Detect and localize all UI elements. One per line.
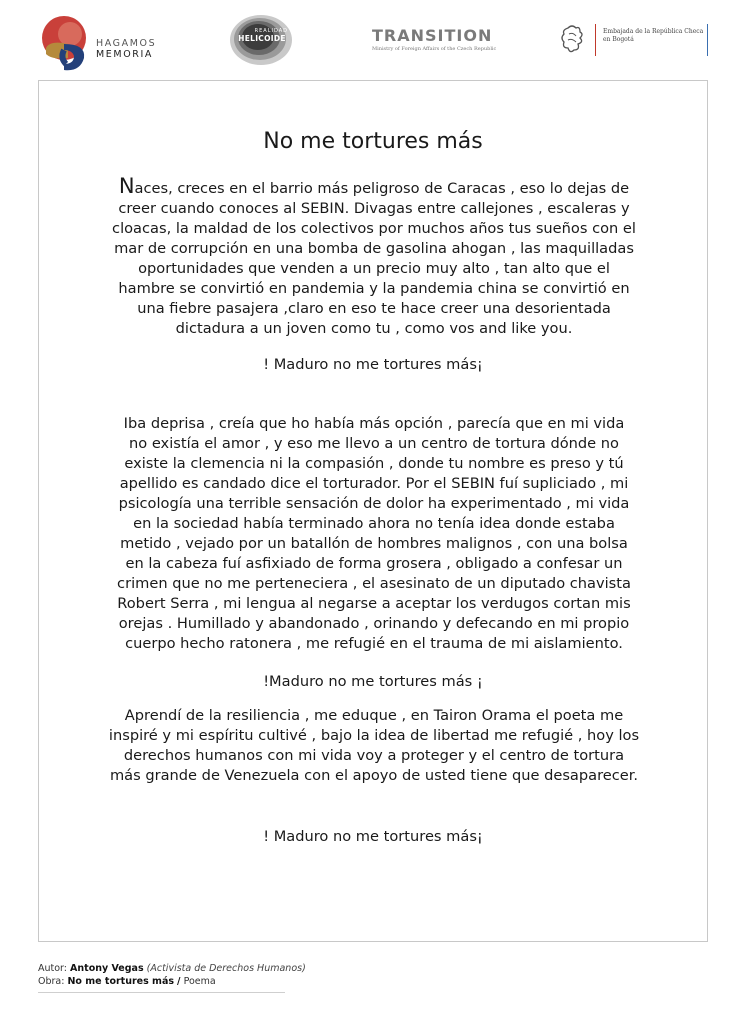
stanza-line: cuerpo hecho ratonera , me refugié en el trauma de mi aislamiento. <box>125 635 623 652</box>
realidad-helicoide-logo <box>228 14 294 66</box>
stanza-line: psicología una terrible sensación de dolor ha experimentado , mi vida <box>118 495 630 512</box>
poem-frame <box>38 80 708 942</box>
stanza-line: oportunidades que venden a un precio muy alto , tan alto que el <box>138 260 610 277</box>
refrain-3: ! Maduro no me tortures más¡ <box>263 828 483 845</box>
hagamos-memoria-logo <box>38 14 168 72</box>
czech-lion-icon <box>560 24 586 54</box>
stanza-line: hambre se convirtió en pandemia y la pandemia china se convirtió en <box>118 280 630 297</box>
work-type: Poema <box>183 976 216 987</box>
header-logos <box>0 0 745 75</box>
drop-cap: N <box>118 174 135 198</box>
stanza-line: Robert Serra , mi lengua al negarse a aceptar los verdugos cortan mis <box>117 595 631 612</box>
blue-divider <box>707 24 708 56</box>
stanza-line: metido , vejado por un batallón de hombres malignos , con una bolsa <box>120 535 628 552</box>
work-line <box>38 975 306 988</box>
stanza-2 <box>79 414 669 654</box>
stanza-3 <box>79 706 669 786</box>
transition-logo <box>372 28 497 58</box>
stanza-line: en la cabeza fuí asfixiado de forma grosera , obligado a confesar un <box>125 555 623 572</box>
stanza-line: mar de corrupción en una bomba de gasolina ahogan , las maquilladas <box>114 240 634 257</box>
stanza-line: no existía el amor , y eso me llevo a un centro de tortura dónde no <box>129 435 619 452</box>
stanza-line: Naces, creces en el barrio más peligroso de Caracas , eso lo dejas de <box>118 174 630 198</box>
realidad-text: REALIDAD <box>254 28 288 34</box>
work-label: Obra: <box>38 976 65 987</box>
stanza-line: derechos humanos con mi vida voy a proteger y el centro de tortura <box>123 747 625 764</box>
stanza-line: más grande de Venezuela con el apoyo de usted tiene que desaparecer. <box>109 767 639 784</box>
author-name: Antony Vegas <box>70 963 144 974</box>
footer-divider <box>38 992 285 993</box>
stanza-line: creer cuando conoces al SEBIN. Divagas entre callejones , escaleras y <box>118 200 630 217</box>
stanza-line: inspiré y mi espíritu cultivé , bajo la idea de libertad me refugié , hoy los <box>108 727 640 744</box>
memoria-text: MEMORIA <box>96 49 153 60</box>
stanza-1 <box>79 176 669 339</box>
author-label: Autor: <box>38 963 67 974</box>
work-title: No me tortures más <box>67 976 175 987</box>
refrain-2: !Maduro no me tortures más ¡ <box>263 673 483 690</box>
transition-title: TRANSITION <box>372 26 493 45</box>
hagamos-text: HAGAMOS <box>96 38 157 49</box>
transition-subtitle: Ministry of Foreign Affairs of the Czech Republic <box>372 46 497 52</box>
author-line <box>38 962 306 975</box>
embassy-line1: Embajada de la República Checa <box>603 28 704 35</box>
embassy-logo <box>560 22 715 60</box>
poem-title: No me tortures más <box>263 129 483 154</box>
stanza-line: orejas . Humillado y abandonado , orinando y defecando en mi propio <box>118 615 630 632</box>
author-role: (Activista de Derechos Humanos) <box>146 963 306 974</box>
stanza-line: crimen que no me perteneciera , el asesinato de un diputado chavista <box>117 575 631 592</box>
helicoide-text: HELICOIDE <box>238 34 286 43</box>
embassy-line2: en Bogotá <box>603 36 634 43</box>
stanza-line: existe la clemencia ni la compasión , donde tu nombre es preso y tú <box>124 455 624 472</box>
swirl-logo-icon <box>40 14 94 72</box>
stanza-line: una fiebre pasajera ,claro en eso te hace creer una desorientada <box>137 300 611 317</box>
red-divider <box>595 24 596 56</box>
credits <box>38 962 306 988</box>
stanza-line: dictadura a un joven como tu , como vos and like you. <box>175 320 573 337</box>
refrain-1: ! Maduro no me tortures más¡ <box>263 356 483 373</box>
stanza-line: apellido es candado dice el torturador. Por el SEBIN fuí supliciado , mi <box>119 475 629 492</box>
stanza-line: cloacas, la maldad de los colectivos por muchos años tus sueños con el <box>112 220 636 237</box>
work-separator: / <box>177 976 181 987</box>
stanza-line: Iba deprisa , creía que ho había más opción , parecía que en mi vida <box>123 415 625 432</box>
stanza-line: en la sociedad había terminado ahora no tenía idea donde estaba <box>133 515 615 532</box>
stanza-line: Aprendí de la resiliencia , me eduque , en Tairon Orama el poeta me <box>124 707 624 724</box>
